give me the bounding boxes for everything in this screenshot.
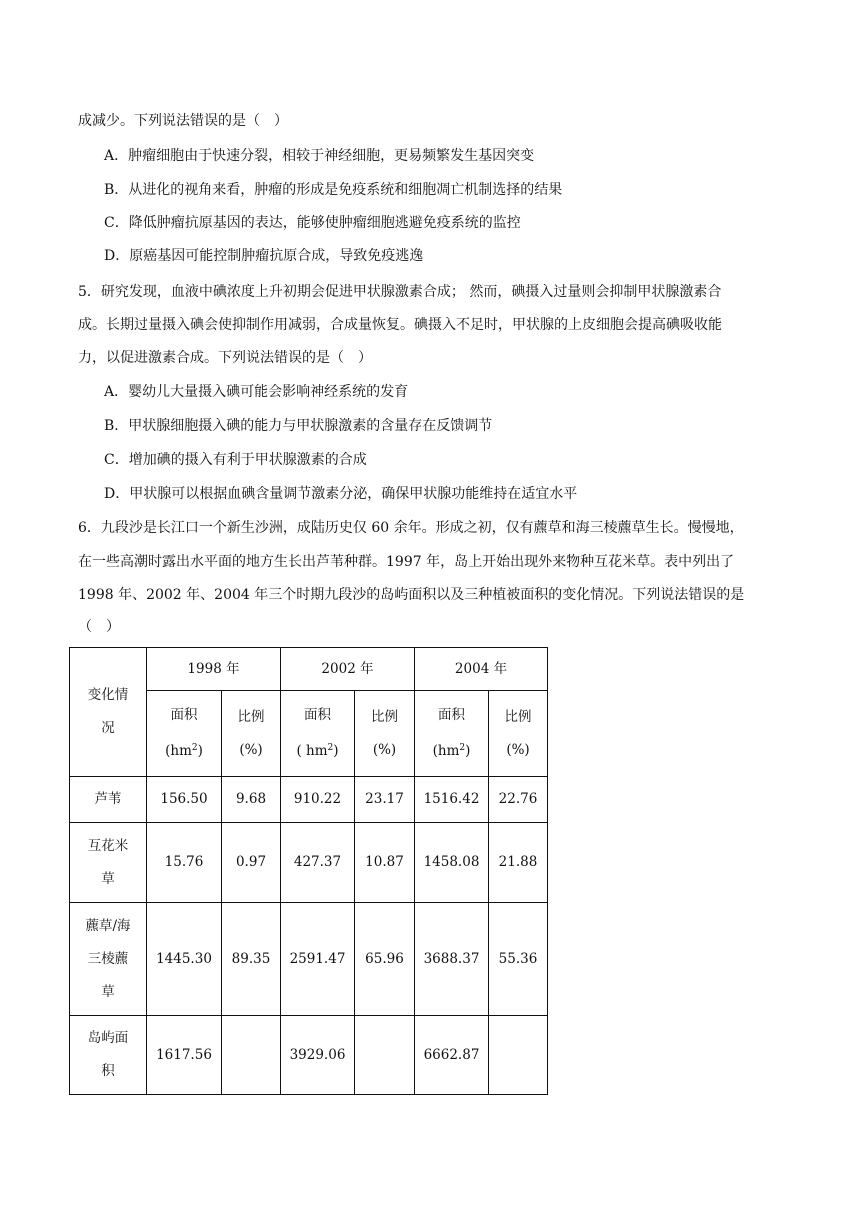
subheader-area-1998	[147, 691, 222, 777]
table-cell	[489, 1016, 548, 1095]
subheader-unit: (%)	[239, 741, 263, 758]
q4-stem-tail: 成减少。下列说法错误的是（ ）	[78, 113, 288, 129]
q6-stem-line-3: 1998 年、2002 年、2004 年三个时期九段沙的岛屿面积以及三种植被面积的变化情况。下列说法错误的是	[78, 587, 745, 603]
q5-option-b: B．甲状腺细胞摄入碘的能力与甲状腺激素的含量存在反馈调节	[104, 418, 493, 434]
q4-option-d: D．原癌基因可能控制肿瘤抗原合成，导致免疫逃逸	[104, 248, 424, 264]
subheader-unit	[281, 732, 354, 768]
table-cell: 427.37	[281, 823, 355, 903]
q6-stem-line-4: （ ）	[78, 619, 120, 635]
q4-option-b: B．从进化的视角来看，肿瘤的形成是免疫系统和细胞凋亡机制选择的结果	[104, 182, 563, 198]
year-header-2004: 2004 年	[415, 648, 548, 691]
row-label-line: 草	[101, 983, 115, 1000]
subheader-ratio-2004	[489, 691, 548, 777]
table-cell: 23.17	[355, 777, 415, 823]
row-label-line: 互花米	[87, 837, 129, 854]
row-label: 芦苇	[70, 777, 147, 823]
vegetation-area-table	[69, 647, 548, 1095]
unit-text-end: )	[465, 743, 471, 759]
unit-text: (hm	[165, 743, 192, 759]
unit-text: (hm	[432, 743, 460, 759]
table-cell: 0.97	[222, 823, 281, 903]
row-label	[70, 1016, 147, 1095]
table-cell: 65.96	[355, 903, 415, 1016]
subheader-name: 比例	[371, 708, 398, 725]
row-label-line: 藨草/海	[85, 917, 131, 934]
subheader-area-2004	[415, 691, 489, 777]
row-label-line: 岛屿面	[87, 1030, 129, 1046]
table-cell: 22.76	[489, 777, 548, 823]
table-cell: 1617.56	[147, 1016, 222, 1095]
q4-option-c: C．降低肿瘤抗原基因的表达，能够使肿瘤细胞逃避免疫系统的监控	[104, 215, 521, 231]
table-cell: 55.36	[489, 903, 548, 1016]
table-cell: 910.22	[281, 777, 355, 823]
unit-text: ( hm	[296, 743, 328, 759]
unit-text-end: )	[333, 743, 339, 759]
year-header-1998: 1998 年	[147, 648, 281, 691]
subheader-unit: (%)	[506, 741, 530, 758]
table-row	[70, 903, 548, 1016]
row-label	[70, 903, 147, 1016]
table-row	[70, 823, 548, 903]
table-cell: 21.88	[489, 823, 548, 903]
q4-option-a: A．肿瘤细胞由于快速分裂，相较于神经细胞，更易频繁发生基因突变	[104, 148, 535, 164]
corner-label-line-1: 变化情	[87, 687, 129, 703]
q5-option-d: D．甲状腺可以根据血碘含量调节激素分泌，确保甲状腺功能维持在适宜水平	[104, 486, 578, 502]
subheader-name: 比例	[237, 708, 265, 725]
subheader-name: 面积	[304, 707, 331, 723]
table-cell	[222, 1016, 281, 1095]
table-cell: 15.76	[147, 823, 222, 903]
table-cell: 89.35	[222, 903, 281, 1016]
table-cell: 10.87	[355, 823, 415, 903]
year-header-2002: 2002 年	[281, 648, 415, 691]
row-label-line: 积	[101, 1063, 115, 1079]
subheader-unit: (%)	[372, 741, 397, 758]
table-cell: 3688.37	[415, 903, 489, 1016]
table-cell: 9.68	[222, 777, 281, 823]
q5-stem-line-1: 5．研究发现，血液中碘浓度上升初期会促进甲状腺激素合成； 然而，碘摄入过量则会抑制甲状腺激素合	[78, 284, 722, 300]
subheader-unit	[147, 732, 221, 768]
table-cell: 3929.06	[281, 1016, 355, 1095]
subheader-name: 比例	[504, 708, 532, 725]
subheader-area-2002	[281, 691, 355, 777]
table-cell	[355, 1016, 415, 1095]
q6-stem-line-2: 在一些高潮时露出水平面的地方生长出芦苇种群。1997 年，岛上开始出现外来物种互花米草。表中列出了	[78, 554, 735, 570]
table-cell: 156.50	[147, 777, 222, 823]
q5-option-c: C．增加碘的摄入有利于甲状腺激素的合成	[104, 452, 367, 468]
corner-label-line-2: 况	[101, 720, 115, 736]
row-label-line: 草	[101, 870, 115, 887]
subheader-name: 面积	[438, 707, 465, 723]
q5-option-a: A．婴幼儿大量摄入碘可能会影响神经系统的发育	[104, 384, 409, 400]
subheader-ratio-2002	[355, 691, 415, 777]
row-label-line: 三棱藨	[87, 950, 129, 967]
q5-stem-line-2: 成。长期过量摄入碘会使抑制作用减弱，合成量恢复。碘摄入不足时，甲状腺的上皮细胞会提高碘吸收能	[78, 317, 722, 333]
table-cell: 1516.42	[415, 777, 489, 823]
table-header-row-years	[70, 648, 548, 691]
unit-text-end: )	[197, 743, 203, 759]
table-cell: 6662.87	[415, 1016, 489, 1095]
row-label	[70, 823, 147, 903]
q6-stem-line-1: 6．九段沙是长江口一个新生沙洲，成陆历史仅 60 余年。形成之初，仅有藨草和海三棱藨草生长。慢慢地，	[78, 520, 744, 536]
table-corner-cell	[70, 648, 147, 777]
table-row	[70, 777, 548, 823]
subheader-unit	[415, 732, 488, 768]
table-cell: 2591.47	[281, 903, 355, 1016]
table-cell: 1445.30	[147, 903, 222, 1016]
superscript-two: 2	[459, 743, 466, 753]
table-row	[70, 1016, 548, 1095]
table-cell: 1458.08	[415, 823, 489, 903]
q5-stem-line-3: 力，以促进激素合成。下列说法错误的是（ ）	[78, 350, 372, 366]
subheader-name: 面积	[170, 707, 198, 723]
superscript-two: 2	[327, 743, 334, 753]
superscript-two: 2	[191, 743, 198, 753]
subheader-ratio-1998	[222, 691, 281, 777]
